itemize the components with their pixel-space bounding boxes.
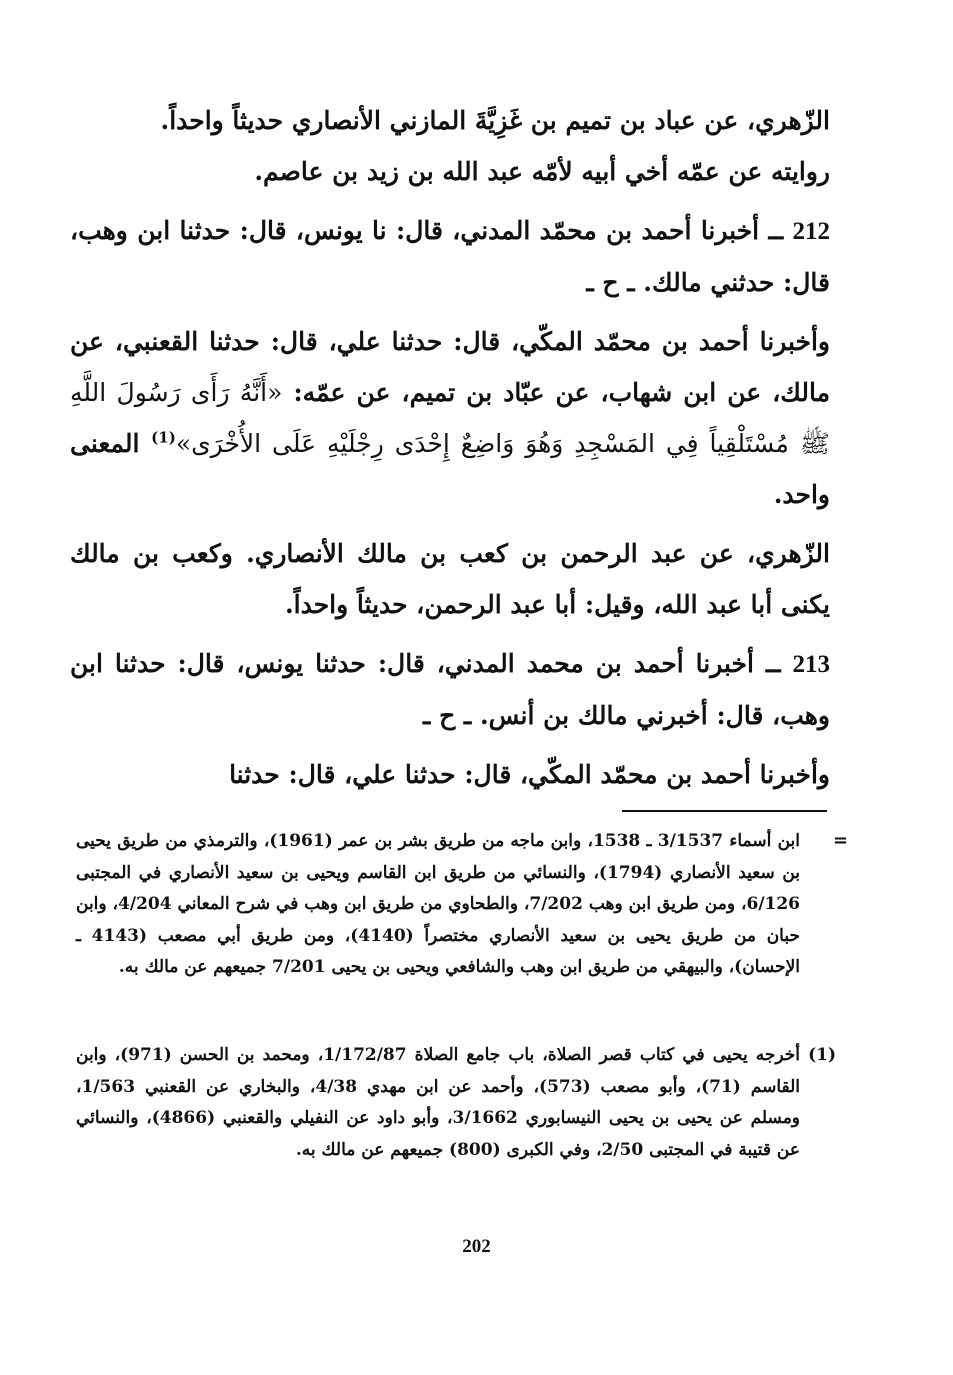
footnote-divider (622, 810, 827, 812)
main-text (70, 95, 830, 800)
footnote-1-marker: (1) (808, 1045, 836, 1065)
paragraph-tail: المعنى واحد. (70, 429, 830, 509)
hadith-number-213: 213 (792, 651, 830, 678)
footnote-1 (76, 1040, 836, 1166)
footnote-1-text: أخرجه يحيى في كتاب قصر الصلاة، باب جامع الصلاة 1/172/87، ومحمد بن الحسن (971)، وابن القاسم (71)، وأبو مصعب (573)، وأحمد عن ابن مهدي 4/38، والبخاري عن القعنبي 1/563، ومسلم عن يحيى بن يحيى النيسابوري 3/1662، وأبو داود عن النفيلي والقعنبي (4866)، والنسائي عن قتيبة في المجتبى 2/50، وفي الكبرى (800) جميعهم عن مالك به. (76, 1045, 801, 1160)
hadith-matn: «أَنَّهُ رَأَى رَسُولَ اللَّهِ ﷺ مُسْتَلْقِياً فِي المَسْجِدِ وَهُوَ وَاضِعٌ إِحْدَى رِجْلَيْهِ عَلَى الأُخْرَى» (70, 378, 830, 458)
continuation-mark: = (833, 830, 849, 851)
paragraph-zuhri-abbad: الزّهري، عن عباد بن تميم بن غَزِيَّةَ المازني الأنصاري حديثاً واحداً. (160, 106, 830, 135)
hadith-212 (70, 205, 830, 308)
hadith-number-212: 212 (792, 218, 830, 245)
footnote-continuation-text: ابن أسماء 3/1537 ـ 1538، وابن ماجه من طريق بشر بن عمر (1961)، والترمذي من طريق يحيى بن سعيد الأنصاري (1794)، والنسائي من طريق ابن القاسم ويحيى بن سعيد الأنصاري في المجتبى 6/126، ومن طريق ابن وهب 7/202، والطحاوي من طريق ابن وهب في شرح المعاني 4/204، وابن حبان من طريق يحيى بن سعيد الأنصاري مختصراً (4140)، ومن طريق أبي مصعب (4143 ـ الإحسان)، والبيهقي من طريق ابن وهب والشافعي ويحيى بن يحيى 7/201 جميعهم عن مالك به. (76, 831, 801, 977)
paragraph-makki-chain-2: وأخبرنا أحمد بن محمّد المكّي، قال: حدثنا علي، قال: حدثنا (229, 760, 830, 789)
paragraph-zuhri-abdulrahman: الزّهري، عن عبد الرحمن بن كعب بن مالك الأنصاري. وكعب بن مالك يكنى أبا عبد الله، وقيل: أبا عبد الرحمن، حديثاً واحداً. (70, 539, 830, 619)
hadith-212-text: ــ أخبرنا أحمد بن محمّد المدني، قال: نا يونس، قال: حدثنا ابن وهب، قال: حدثني مالك. ـ ح ـ (70, 216, 830, 297)
paragraph-riwayah: روايته عن عمّه أخي أبيه لأمّه عبد الله بن زيد بن عاصم. (254, 157, 830, 186)
page-number: 202 (462, 1236, 491, 1257)
footnote-ref-1[interactable]: (1) (151, 428, 176, 447)
footnote-continuation (76, 826, 800, 984)
paragraph-makki-chain (70, 316, 830, 520)
chain-text: وأخبرنا أحمد بن محمّد المكّي، قال: حدثنا علي، قال: حدثنا القعنبي، عن مالك، عن ابن شهاب، عن عبّاد بن تميم، عن عمّه: (70, 327, 831, 407)
hadith-213 (70, 638, 830, 741)
hadith-213-text: ــ أخبرنا أحمد بن محمد المدني، قال: حدثنا يونس، قال: حدثنا ابن وهب، قال: أخبرني مالك بن أنس. ـ ح ـ (70, 649, 830, 730)
